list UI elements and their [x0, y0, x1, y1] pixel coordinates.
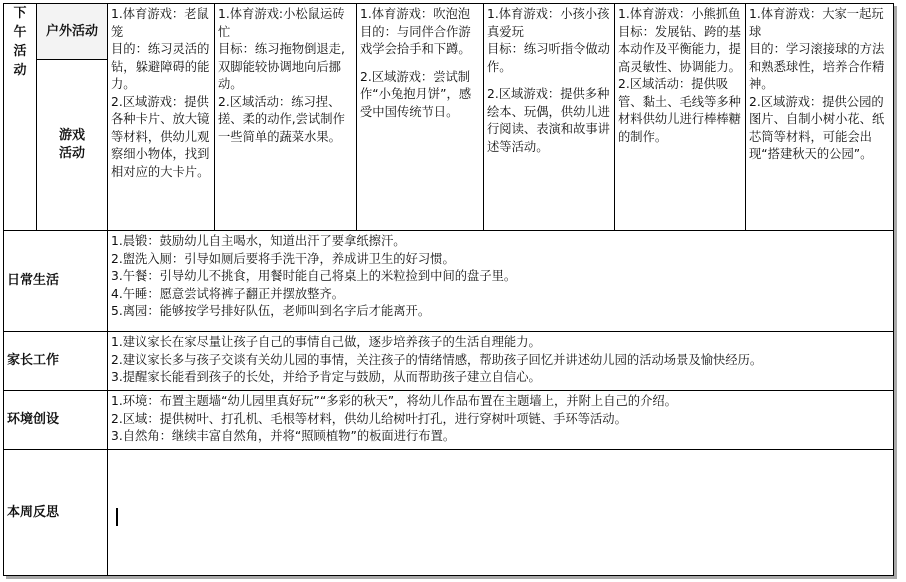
list-item: 3.提醒家长能看到孩子的长处，并给予肯定与鼓励，从而帮助孩子建立自信心。: [111, 370, 541, 384]
day-area: 2.区域游戏：提供各种卡片、放大镜等材料，供幼儿观察细小物体，找到相对应的大卡片。: [111, 94, 210, 179]
weekly-plan-table: [3, 3, 894, 576]
reflection-label: 本周反思: [4, 450, 108, 576]
day-game: 1.体育游戏：小熊抓鱼: [618, 7, 741, 21]
list-item: 2.建议家长多与孩子交谈有关幼儿园的事情，关注孩子的情绪情感，帮助孩子回忆并讲述幼儿园的活动场景及愉快经历。: [111, 352, 763, 367]
list-item: 1.建议家长在家尽量让孩子自己的事情自己做，逐步培养孩子的生活自理能力。: [111, 335, 541, 349]
day-goal: 目标：练习听指令做动作。: [487, 42, 610, 74]
game-activity-label: 游戏活动: [37, 60, 108, 231]
day-game: 1.体育游戏：大家一起玩球: [749, 7, 884, 39]
afternoon-day-5[interactable]: [615, 4, 746, 231]
daily-life-label: 日常生活: [4, 231, 108, 332]
afternoon-day-3[interactable]: [357, 4, 484, 231]
day-game: 1.体育游戏:小松鼠运砖忙: [218, 7, 345, 39]
afternoon-section-label: 下午活动: [4, 4, 37, 231]
list-item: 2.区域：提供树叶、打孔机、毛根等材料，供幼儿给树叶打孔，进行穿树叶项链、手环等活动。: [111, 411, 627, 426]
day-area: 2.区域活动：提供吸管、黏土、毛线等多种材料供幼儿进行棒棒糖的制作。: [618, 77, 741, 144]
day-area: 2.区域游戏：提供多种绘本、玩偶，供幼儿进行阅读、表演和故事讲述等活动。: [487, 87, 610, 154]
day-game: 1.体育游戏：小孩小孩真爱玩: [487, 7, 610, 39]
day-area: 2.区域活动：练习捏、搓、柔的动作,尝试制作一些简单的蔬菜水果。: [218, 94, 345, 144]
afternoon-day-6[interactable]: [746, 4, 894, 231]
list-item: 3.午餐：引导幼儿不挑食，用餐时能自己将桌上的米粒捡到中间的盘子里。: [111, 269, 517, 283]
reflection-input[interactable]: [108, 450, 894, 576]
afternoon-day-4[interactable]: [484, 4, 615, 231]
day-game: 1.体育游戏：吹泡泡: [360, 7, 471, 21]
parents-work-label: 家长工作: [4, 332, 108, 391]
day-goal: 目标：练习拖物倒退走,双脚能较协调地向后挪动。: [218, 42, 345, 91]
daily-life-content[interactable]: [108, 231, 894, 332]
environment-content[interactable]: [108, 391, 894, 450]
list-item: 3.自然角：继续丰富自然角，并将“照顾植物”的板面进行布置。: [111, 429, 456, 443]
day-game: 1.体育游戏：老鼠笼: [111, 7, 209, 39]
parents-work-content[interactable]: [108, 332, 894, 391]
afternoon-day-2[interactable]: [215, 4, 357, 231]
list-item: 4.午睡：愿意尝试将裤子翻正并摆放整齐。: [111, 286, 345, 301]
list-item: 5.离园：能够按学号排好队伍，老师叫到名字后才能离开。: [111, 304, 431, 318]
day-goal: 目的：与同伴合作游戏学会拾手和下蹲。: [360, 24, 471, 56]
outdoor-label: 户外活动: [37, 4, 108, 60]
day-goal: 目的：练习灵活的钻，躲避障碍的能力。: [111, 42, 210, 91]
list-item: 1.环境：布置主题墙“幼儿园里真好玩”“多彩的秋天”，将幼儿作品布置在主题墙上，并附上自己的介绍。: [111, 394, 677, 408]
list-item: 1.晨锻：鼓励幼儿自主喝水，知道出汗了要拿纸擦汗。: [111, 234, 406, 248]
afternoon-day-1[interactable]: [108, 4, 215, 231]
day-goal: 目的：学习滚接球的方法和熟悉球性，培养合作精神。: [749, 42, 885, 91]
text-cursor: [116, 508, 118, 526]
list-item: 2.盥洗入厕：引导如厕后要将手洗干净，养成讲卫生的好习惯。: [111, 251, 455, 266]
day-area: 2.区域游戏：尝试制作“小兔抱月饼”，感受中国传统节日。: [360, 69, 472, 119]
environment-label: 环境创设: [4, 391, 108, 450]
day-area: 2.区域游戏：提供公园的图片、自制小树小花、纸芯筒等材料，可能会出现“搭建秋天的公园”。: [749, 94, 885, 161]
day-goal: 目标：发展钻、跨的基本动作及平衡能力，提高灵敏性、协调能力。: [618, 24, 741, 74]
